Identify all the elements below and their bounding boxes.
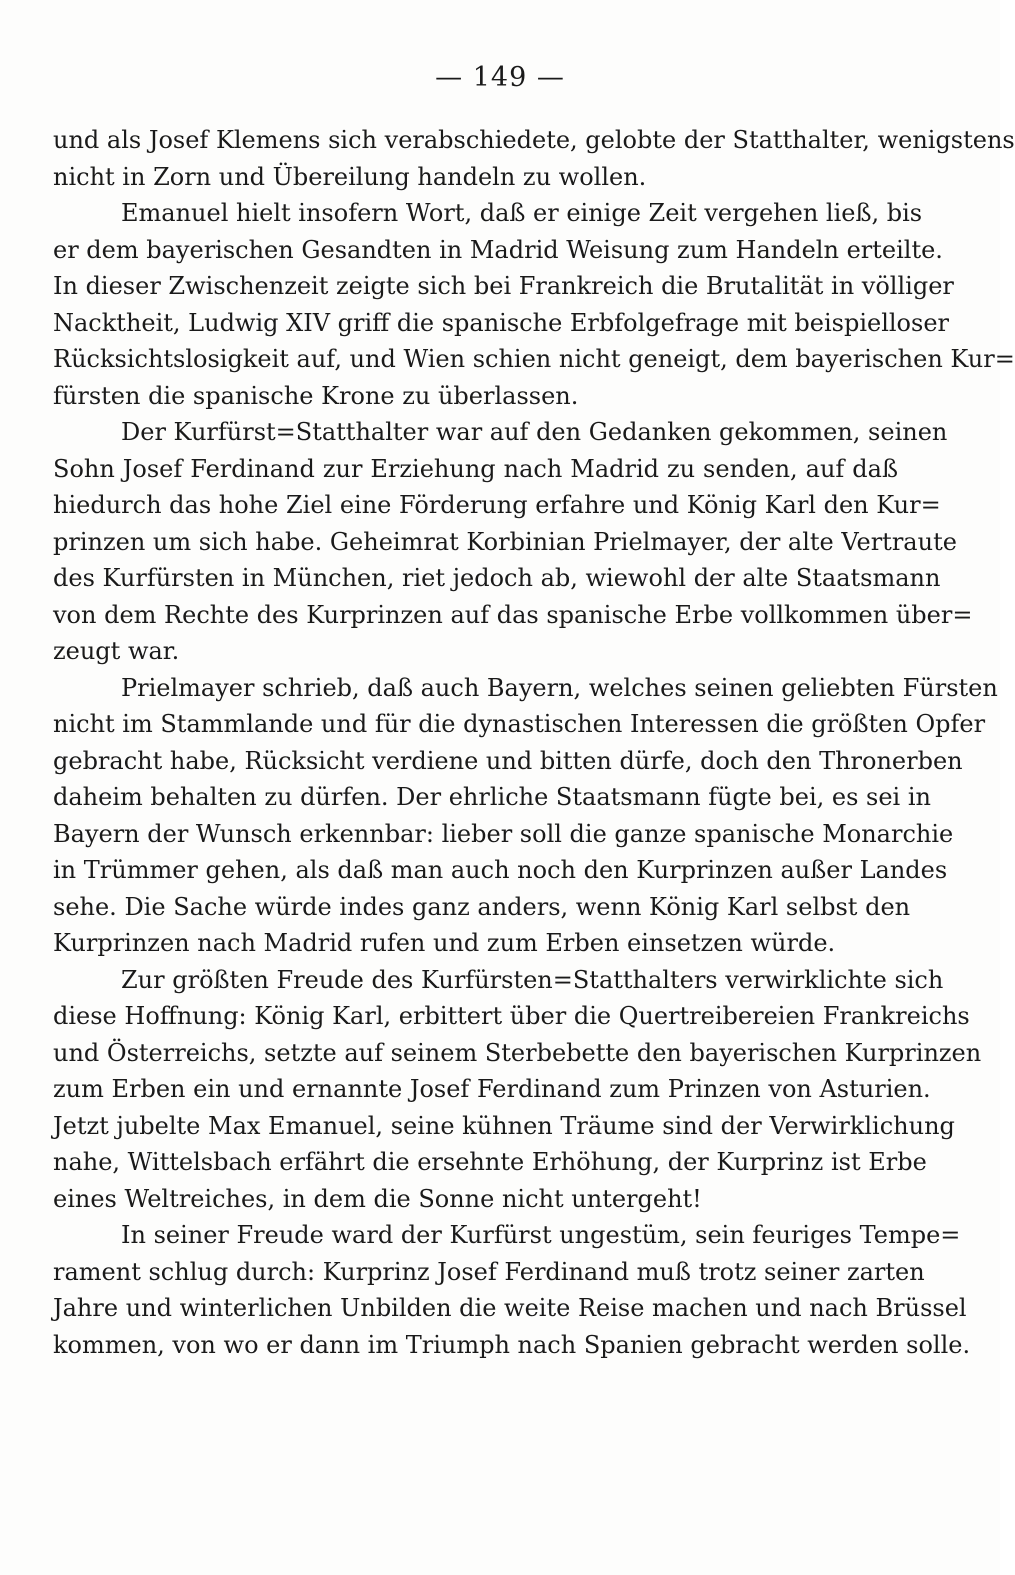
text-line: und als Josef Klemens sich verabschiedete, gelobte der Statthalter, wenigstens	[53, 126, 1015, 154]
text-line: nicht im Stammlande und für die dynastischen Interessen die größten Opfer	[53, 710, 986, 738]
text-line: nahe, Wittelsbach erfährt die ersehnte Erhöhung, der Kurprinz ist Erbe	[53, 1148, 927, 1176]
text-line: Zur größten Freude des Kurfürsten=Statthalters verwirklichte sich	[121, 965, 944, 994]
text-line: In dieser Zwischenzeit zeigte sich bei Frankreich die Brutalität in völliger	[53, 272, 954, 300]
text-line: Kurprinzen nach Madrid rufen und zum Erben einsetzen würde.	[53, 929, 836, 957]
text-line: kommen, von wo er dann im Triumph nach Spanien gebracht werden solle.	[53, 1330, 971, 1359]
text-line: des Kurfürsten in München, riet jedoch ab, wiewohl der alte Staatsmann	[53, 564, 941, 592]
text-line: zum Erben ein und ernannte Josef Ferdinand zum Prinzen von Asturien.	[53, 1075, 931, 1103]
text-line: Sohn Josef Ferdinand zur Erziehung nach Madrid zu senden, auf daß	[53, 454, 898, 483]
text-line: Rücksichtslosigkeit auf, und Wien schien nicht geneigt, dem bayerischen Kur=	[53, 345, 1015, 373]
text-line: eines Weltreiches, in dem die Sonne nicht untergeht!	[53, 1184, 702, 1213]
text-line: Emanuel hielt insofern Wort, daß er einige Zeit vergehen ließ, bis	[121, 199, 923, 227]
text-line: Prielmayer schrieb, daß auch Bayern, welches seinen geliebten Fürsten	[121, 673, 998, 702]
text-line: nicht in Zorn und Übereilung handeln zu wollen.	[53, 162, 647, 191]
text-line: daheim behalten zu dürfen. Der ehrliche Staatsmann fügte bei, es sei in	[53, 783, 931, 811]
text-line: in Trümmer gehen, als daß man auch noch den Kurprinzen außer Landes	[53, 856, 948, 884]
text-line: Bayern der Wunsch erkennbar: lieber soll die ganze spanische Monarchie	[53, 819, 954, 848]
text-line: von dem Rechte des Kurprinzen auf das spanische Erbe vollkommen über=	[53, 600, 973, 629]
text-line: Jahre und winterlichen Unbilden die weite Reise machen und nach Brüssel	[53, 1294, 967, 1322]
text-line: gebracht habe, Rücksicht verdiene und bitten dürfe, doch den Thronerben	[53, 746, 963, 775]
body-text	[53, 122, 1015, 1363]
text-line: prinzen um sich habe. Geheimrat Korbinian Prielmayer, der alte Vertraute	[53, 527, 957, 556]
text-line: Nacktheit, Ludwig XIV griff die spanische Erbfolgefrage mit beispielloser	[53, 308, 949, 337]
page-number: — 149 —	[435, 62, 565, 93]
text-line: zeugt war.	[53, 637, 180, 665]
text-line: er dem bayerischen Gesandten in Madrid Weisung zum Handeln erteilte.	[53, 235, 943, 264]
text-line: und Österreichs, setzte auf seinem Sterbebette den bayerischen Kurprinzen	[53, 1038, 982, 1067]
text-line: rament schlug durch: Kurprinz Josef Ferdinand muß trotz seiner zarten	[53, 1257, 925, 1286]
text-line: In seiner Freude ward der Kurfürst ungestüm, sein feuriges Tempe=	[121, 1221, 961, 1249]
text-line: Der Kurfürst=Statthalter war auf den Gedanken gekommen, seinen	[121, 418, 948, 446]
text-line: diese Hoffnung: König Karl, erbittert über die Quertreibereien Frankreichs	[53, 1002, 970, 1030]
text-line: Jetzt jubelte Max Emanuel, seine kühnen Träume sind der Verwirklichung	[53, 1111, 955, 1140]
text-line: sehe. Die Sache würde indes ganz anders, wenn König Karl selbst den	[53, 892, 911, 921]
text-line: hiedurch das hohe Ziel eine Förderung erfahre und König Karl den Kur=	[53, 491, 941, 519]
text-line: fürsten die spanische Krone zu überlassen.	[53, 381, 579, 410]
